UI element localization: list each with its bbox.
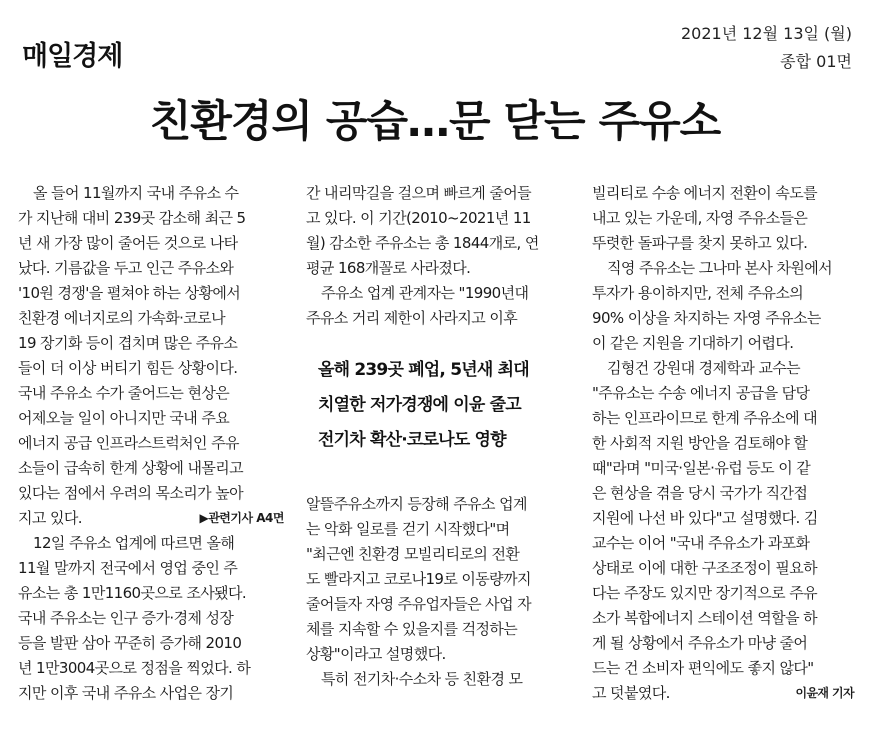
body-line: 김형건 강원대 경제학과 교수는 — [607, 359, 801, 377]
body-line: 내고 있는 가운데, 자영 주유소들은 — [592, 209, 808, 227]
subheadline — [306, 353, 572, 458]
body-line: 90% 이상을 차지하는 자영 주유소는 — [592, 309, 821, 327]
body-line: 났다. 기름값을 두고 인근 주유소와 — [18, 259, 234, 277]
body-line: 가 지난해 대비 239곳 감소해 최근 5 — [18, 209, 246, 227]
body-line: 고 덧붙였다. — [592, 684, 670, 702]
body-line: 상태로 이에 대한 구조조정이 필요하 — [592, 559, 818, 577]
body-line: 때"라며 "미국·일본·유럽 등도 이 같 — [592, 459, 811, 477]
headline: 친환경의 공습…문 닫는 주유소 — [149, 97, 721, 147]
body-line: 유소는 총 1만1160곳으로 조사됐다. — [18, 584, 247, 602]
body-line: 특히 전기차·수소차 등 친환경 모 — [321, 670, 523, 688]
body-line: 국내 주유소는 인구 증가·경제 성장 — [18, 609, 234, 627]
body-line: 주유소 업계 관계자는 "1990년대 — [321, 284, 529, 302]
body-line-with-byline — [592, 681, 854, 706]
body-line: 알뜰주유소까지 등장해 주유소 업계 — [306, 495, 527, 513]
body-line: '10원 경쟁'을 펼쳐야 하는 상황에서 — [18, 284, 241, 302]
body-line: 드는 건 소비자 편익에도 좋지 않다" — [592, 659, 814, 677]
issue-date: 2021년 12월 13일 (월) — [680, 24, 852, 43]
body-line: 줄어들자 자영 주유업자들은 사업 자 — [306, 595, 532, 613]
body-line: 년 새 가장 많이 줄어든 것으로 나타 — [18, 234, 238, 252]
body-line: 교수는 이어 "국내 주유소가 과포화 — [592, 534, 810, 552]
body-line: 국내 주유소 수가 줄어드는 현상은 — [18, 384, 230, 402]
body-line: 는 악화 일로를 걷기 시작했다"며 — [306, 520, 510, 538]
body-line: 투자가 용이하지만, 전체 주유소의 — [592, 284, 804, 302]
masthead: 매일경제 — [22, 41, 123, 72]
body-line: 지고 있다. — [18, 509, 82, 527]
body-line: 한 사회적 지원 방안을 검토해야 할 — [592, 434, 808, 452]
body-line: 19 장기화 등이 겹치며 많은 주유소 — [18, 334, 238, 352]
body-line: 간 내리막길을 걸으며 빠르게 줄어들 — [306, 184, 532, 202]
body-line: 어제오늘 일이 아니지만 국내 주요 — [18, 409, 230, 427]
body-line: 게 될 상황에서 주유소가 마냥 줄어 — [592, 634, 808, 652]
body-line: "최근엔 친환경 모빌리티로의 전환 — [306, 545, 520, 563]
body-line: 상황"이라고 설명했다. — [306, 645, 446, 663]
body-line: 도 빨라지고 코로나19로 이동량까지 — [306, 570, 531, 588]
body-line: 소가 복합에너지 스테이션 역할을 하 — [592, 609, 818, 627]
body-line: 등을 발판 삼아 꾸준히 증가해 2010 — [18, 634, 242, 652]
body-line: 년 1만3004곳으로 정점을 찍었다. 하 — [18, 659, 251, 677]
body-line: 주유소 거리 제한이 사라지고 이후 — [306, 309, 518, 327]
body-line: 고 있다. 이 기간(2010~2021년 11 — [306, 209, 531, 227]
body-line: 평균 168개꼴로 사라졌다. — [306, 259, 471, 277]
article-column-2 — [306, 181, 572, 692]
body-line: 이 같은 지원을 기대하기 어렵다. — [592, 334, 794, 352]
body-line: 빌리티로 수송 에너지 전환이 속도를 — [592, 184, 818, 202]
body-line: 하는 인프라이므로 한계 주유소에 대 — [592, 409, 818, 427]
body-line: 친환경 에너지로의 가속화·코로나 — [18, 309, 225, 327]
body-line: 월) 감소한 주유소는 총 1844개로, 연 — [306, 234, 539, 252]
body-line: 직영 주유소는 그나마 본사 차원에서 — [607, 259, 833, 277]
body-line: "주유소는 수송 에너지 공급을 담당 — [592, 384, 810, 402]
byline: 이윤재 기자 — [795, 686, 854, 700]
body-line: 12일 주유소 업계에 따르면 올해 — [33, 534, 235, 552]
body-line: 들이 더 이상 버티기 힘든 상황이다. — [18, 359, 238, 377]
body-line: 체를 지속할 수 있을지를 걱정하는 — [306, 620, 518, 638]
subheadline-line: 치열한 저가경쟁에 이윤 줄고 — [318, 395, 521, 415]
body-line: 지원에 나선 바 있다"고 설명했다. 김 — [592, 509, 818, 527]
body-line: 에너지 공급 인프라스트럭처인 주유 — [18, 434, 239, 452]
body-line: 올 들어 11월까지 국내 주유소 수 — [33, 184, 239, 202]
article-column-3 — [592, 181, 854, 706]
body-line: 있다는 점에서 우려의 목소리가 높아 — [18, 484, 244, 502]
body-line: 11월 말까지 전국에서 영업 중인 주 — [18, 559, 238, 577]
section-page: 종합 01면 — [780, 52, 852, 71]
body-line: 소들이 급속히 한계 상황에 내몰리고 — [18, 459, 244, 477]
body-line: 은 현상을 겪을 당시 국가가 직간접 — [592, 484, 808, 502]
body-line: 다는 주장도 있지만 장기적으로 주유 — [592, 584, 818, 602]
body-line: 뚜렷한 돌파구를 찾지 못하고 있다. — [592, 234, 808, 252]
related-article-reference: ▶관련기사 A4면 — [199, 511, 284, 525]
dateline — [681, 20, 852, 76]
article-column-1 — [18, 181, 284, 706]
subheadline-line: 올해 239곳 폐업, 5년새 최대 — [318, 360, 529, 380]
body-line: 지만 이후 국내 주유소 사업은 장기 — [18, 684, 234, 702]
body-line-with-ref — [18, 506, 284, 531]
subheadline-line: 전기차 확산·코로나도 영향 — [318, 430, 506, 450]
